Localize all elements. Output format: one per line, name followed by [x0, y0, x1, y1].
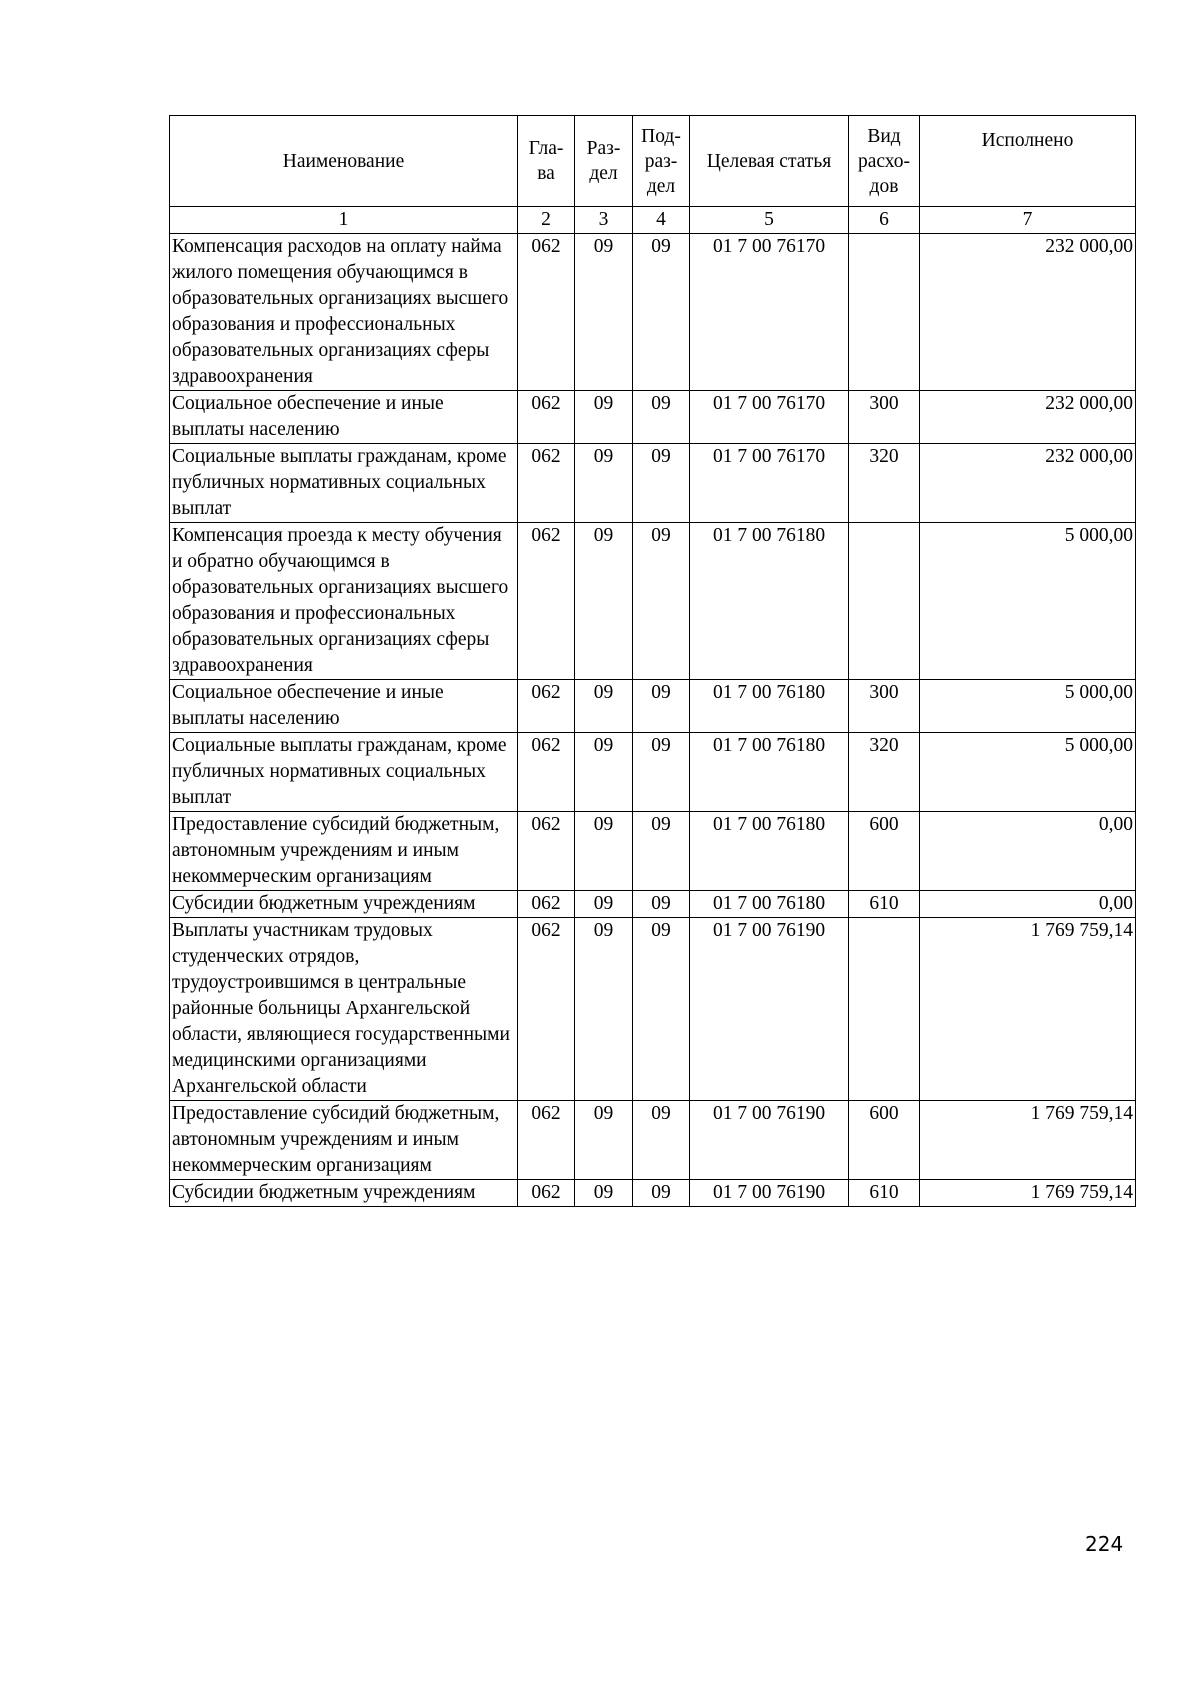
row-name: Компенсация проезда к месту обучения и обратно обучающимся в образовательных организациях высшего образования и профессиональных образовательных организациях сферы здравоохранения: [170, 523, 518, 680]
row-target: 01 7 00 76180: [690, 523, 849, 680]
row-vid: 610: [849, 1180, 920, 1207]
header-razdel: Раз- дел: [575, 116, 633, 207]
row-glava: 062: [518, 918, 575, 1101]
row-glava: 062: [518, 733, 575, 812]
row-target: 01 7 00 76180: [690, 891, 849, 918]
row-vid: [849, 523, 920, 680]
row-podrazdel: 09: [633, 391, 690, 444]
row-target: 01 7 00 76170: [690, 444, 849, 523]
row-target: 01 7 00 76180: [690, 733, 849, 812]
row-glava: 062: [518, 680, 575, 733]
header-amount: Исполнено: [920, 116, 1136, 207]
row-razdel: 09: [575, 812, 633, 891]
header-name: Наименование: [170, 116, 518, 207]
row-target: 01 7 00 76170: [690, 234, 849, 391]
row-glava: 062: [518, 1180, 575, 1207]
row-vid: 320: [849, 444, 920, 523]
column-number: 5: [690, 207, 849, 234]
row-amount: 5 000,00: [920, 523, 1136, 680]
row-vid: 320: [849, 733, 920, 812]
row-amount: 0,00: [920, 891, 1136, 918]
row-razdel: 09: [575, 1101, 633, 1180]
table-header: [170, 116, 1136, 234]
table-row: [170, 733, 1136, 812]
column-number: 4: [633, 207, 690, 234]
column-number: 3: [575, 207, 633, 234]
row-podrazdel: 09: [633, 1180, 690, 1207]
row-vid: [849, 234, 920, 391]
row-target: 01 7 00 76180: [690, 680, 849, 733]
row-target: 01 7 00 76190: [690, 918, 849, 1101]
table-row: [170, 918, 1136, 1101]
row-amount: 232 000,00: [920, 391, 1136, 444]
header-vid: Вид расхо- дов: [849, 116, 920, 207]
row-podrazdel: 09: [633, 918, 690, 1101]
page-number: 224: [1085, 1532, 1124, 1556]
row-podrazdel: 09: [633, 1101, 690, 1180]
column-number: 2: [518, 207, 575, 234]
table-row: [170, 891, 1136, 918]
row-glava: 062: [518, 891, 575, 918]
row-name: Субсидии бюджетным учреждениям: [170, 1180, 518, 1207]
row-razdel: 09: [575, 391, 633, 444]
row-razdel: 09: [575, 234, 633, 391]
table-body: [170, 234, 1136, 1207]
row-name: Предоставление субсидий бюджетным, автономным учреждениям и иным некоммерческим организациям: [170, 812, 518, 891]
row-glava: 062: [518, 444, 575, 523]
row-podrazdel: 09: [633, 891, 690, 918]
table-row: [170, 234, 1136, 391]
column-number: 6: [849, 207, 920, 234]
row-razdel: 09: [575, 680, 633, 733]
row-amount: 0,00: [920, 812, 1136, 891]
row-target: 01 7 00 76190: [690, 1180, 849, 1207]
table-row: [170, 680, 1136, 733]
row-amount: 232 000,00: [920, 234, 1136, 391]
row-amount: 1 769 759,14: [920, 1180, 1136, 1207]
column-number: 7: [920, 207, 1136, 234]
row-name: Социальное обеспечение и иные выплаты населению: [170, 680, 518, 733]
header-glava: Гла- ва: [518, 116, 575, 207]
row-podrazdel: 09: [633, 733, 690, 812]
row-target: 01 7 00 76170: [690, 391, 849, 444]
table-row: [170, 523, 1136, 680]
table-row: [170, 812, 1136, 891]
row-target: 01 7 00 76190: [690, 1101, 849, 1180]
row-amount: 1 769 759,14: [920, 918, 1136, 1101]
table-row: [170, 391, 1136, 444]
row-razdel: 09: [575, 891, 633, 918]
row-amount: 5 000,00: [920, 733, 1136, 812]
budget-table: [169, 115, 1136, 1207]
row-target: 01 7 00 76180: [690, 812, 849, 891]
row-name: Социальное обеспечение и иные выплаты населению: [170, 391, 518, 444]
column-number-row: [170, 207, 1136, 234]
row-vid: 300: [849, 680, 920, 733]
row-glava: 062: [518, 523, 575, 680]
row-glava: 062: [518, 234, 575, 391]
table-row: [170, 444, 1136, 523]
row-razdel: 09: [575, 523, 633, 680]
row-podrazdel: 09: [633, 523, 690, 680]
row-name: Выплаты участникам трудовых студенческих отрядов, трудоустроившимся в центральные районные больницы Архангельской области, являющиеся государственными медицинскими организациями Архангельской области: [170, 918, 518, 1101]
row-vid: 600: [849, 812, 920, 891]
row-vid: 610: [849, 891, 920, 918]
row-razdel: 09: [575, 918, 633, 1101]
row-podrazdel: 09: [633, 234, 690, 391]
table-row: [170, 1180, 1136, 1207]
row-podrazdel: 09: [633, 812, 690, 891]
row-podrazdel: 09: [633, 680, 690, 733]
row-glava: 062: [518, 1101, 575, 1180]
row-name: Предоставление субсидий бюджетным, автономным учреждениям и иным некоммерческим организациям: [170, 1101, 518, 1180]
row-amount: 1 769 759,14: [920, 1101, 1136, 1180]
row-glava: 062: [518, 812, 575, 891]
row-razdel: 09: [575, 1180, 633, 1207]
row-name: Социальные выплаты гражданам, кроме публичных нормативных социальных выплат: [170, 444, 518, 523]
header-target: Целевая статья: [690, 116, 849, 207]
row-amount: 232 000,00: [920, 444, 1136, 523]
row-vid: [849, 918, 920, 1101]
table-row: [170, 1101, 1136, 1180]
row-razdel: 09: [575, 733, 633, 812]
column-number: 1: [170, 207, 518, 234]
row-amount: 5 000,00: [920, 680, 1136, 733]
header-podrazdel: Под- раз- дел: [633, 116, 690, 207]
row-podrazdel: 09: [633, 444, 690, 523]
row-name: Субсидии бюджетным учреждениям: [170, 891, 518, 918]
row-glava: 062: [518, 391, 575, 444]
row-vid: 600: [849, 1101, 920, 1180]
row-razdel: 09: [575, 444, 633, 523]
row-name: Компенсация расходов на оплату найма жилого помещения обучающимся в образовательных организациях высшего образования и профессиональных образовательных организациях сферы здравоохранения: [170, 234, 518, 391]
row-vid: 300: [849, 391, 920, 444]
row-name: Социальные выплаты гражданам, кроме публичных нормативных социальных выплат: [170, 733, 518, 812]
header-row: [170, 116, 1136, 207]
